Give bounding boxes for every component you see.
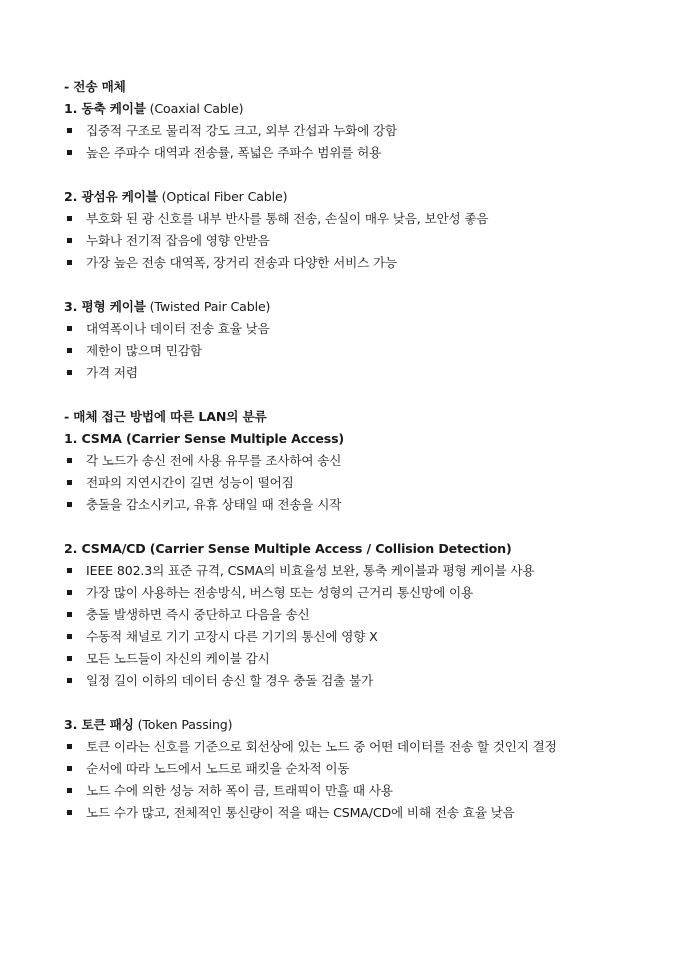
bullet-text: 집중적 구조로 물리적 강도 크고, 외부 간섭과 누화에 강함 [86, 123, 398, 138]
bullet-item [64, 340, 664, 362]
group-spacer [64, 164, 664, 186]
bullet-text: 가장 많이 사용하는 전송방식, 버스형 또는 성형의 근거리 통신망에 이용 [86, 585, 473, 600]
bullet-text: 제한이 많으며 민감함 [86, 343, 202, 358]
bullet-item [64, 120, 664, 142]
bullet-item [64, 582, 664, 604]
square-bullet-icon [67, 260, 72, 265]
square-bullet-icon [67, 150, 72, 155]
bullet-text: 일정 길이 이하의 데이터 송신 할 경우 충돌 검출 불가 [86, 673, 374, 688]
square-bullet-icon [67, 128, 72, 133]
bullet-text: 대역폭이나 데이터 전송 효율 낮음 [86, 321, 270, 336]
bullet-item [64, 604, 664, 626]
group-heading [64, 186, 664, 208]
group-heading-english: (Coaxial Cable) [145, 101, 244, 116]
group-heading-english: (Optical Fiber Cable) [157, 189, 288, 204]
square-bullet-icon [67, 656, 72, 661]
group-heading-english: (Twisted Pair Cable) [145, 299, 271, 314]
square-bullet-icon [67, 326, 72, 331]
bullet-text: 누화나 전기적 잡음에 영향 안받음 [86, 233, 270, 248]
section-title: - 전송 매체 [64, 79, 126, 94]
bullet-item [64, 252, 664, 274]
bullet-item [64, 670, 664, 692]
bullet-text: 가장 높은 전송 대역폭, 장거리 전송과 다양한 서비스 가능 [86, 255, 398, 270]
group-spacer [64, 274, 664, 296]
square-bullet-icon [67, 590, 72, 595]
section-spacer [64, 384, 664, 406]
group-heading-text: 3. 평형 케이블 [64, 299, 146, 314]
bullet-item [64, 450, 664, 472]
bullet-item [64, 142, 664, 164]
square-bullet-icon [67, 612, 72, 617]
bullet-item [64, 736, 664, 758]
bullet-item [64, 318, 664, 340]
square-bullet-icon [67, 744, 72, 749]
square-bullet-icon [67, 502, 72, 507]
bullet-item [64, 230, 664, 252]
bullet-item [64, 362, 664, 384]
group-heading-text: 2. CSMA/CD (Carrier Sense Multiple Access / Collision Detection) [64, 541, 512, 556]
group-heading [64, 428, 664, 450]
bullet-item [64, 472, 664, 494]
bullet-text: 수동적 채널로 기기 고장시 다른 기기의 통신에 영향 X [86, 629, 378, 644]
bullet-text: 노드 수에 의한 성능 저하 폭이 큼, 트래픽이 만흘 때 사용 [86, 783, 393, 798]
bullet-item [64, 626, 664, 648]
square-bullet-icon [67, 458, 72, 463]
square-bullet-icon [67, 568, 72, 573]
square-bullet-icon [67, 216, 72, 221]
square-bullet-icon [67, 634, 72, 639]
bullet-text: 각 노드가 송신 전에 사용 유무를 조사하여 송신 [86, 453, 342, 468]
group-heading-text: 1. CSMA (Carrier Sense Multiple Access) [64, 431, 345, 446]
square-bullet-icon [67, 788, 72, 793]
group-heading [64, 538, 664, 560]
group-heading-text: 2. 광섬유 케이블 [64, 189, 158, 204]
bullet-text: 순서에 따라 노드에서 노드로 패킷을 순차적 이동 [86, 761, 350, 776]
bullet-item [64, 560, 664, 582]
group-heading [64, 714, 664, 736]
bullet-item [64, 494, 664, 516]
bullet-item [64, 648, 664, 670]
bullet-item [64, 758, 664, 780]
group-heading-text: 1. 동축 케이블 [64, 101, 146, 116]
square-bullet-icon [67, 810, 72, 815]
bullet-text: 가격 저렴 [86, 365, 138, 380]
square-bullet-icon [67, 678, 72, 683]
square-bullet-icon [67, 238, 72, 243]
bullet-item [64, 780, 664, 802]
square-bullet-icon [67, 480, 72, 485]
group-heading-text: 3. 토큰 패싱 [64, 717, 134, 732]
group-spacer [64, 692, 664, 714]
bullet-text: 충돌 발생하면 즉시 중단하고 다음을 송신 [86, 607, 310, 622]
group-heading [64, 296, 664, 318]
bullet-text: 토큰 이라는 신호를 기준으로 회선상에 있는 노드 중 어떤 데이터를 전송 할 것인지 결정 [86, 739, 557, 754]
square-bullet-icon [67, 348, 72, 353]
square-bullet-icon [67, 766, 72, 771]
bullet-text: IEEE 802.3의 표준 규격, CSMA의 비효율성 보완, 통축 케이블과 평형 케이블 사용 [86, 563, 535, 578]
bullet-text: 노드 수가 많고, 전체적인 통신량이 적을 때는 CSMA/CD에 비해 전송 효율 낮음 [86, 805, 515, 820]
section-title: - 매체 접근 방법에 따른 LAN의 분류 [64, 409, 267, 424]
bullet-text: 부호화 된 광 신호를 내부 반사를 통해 전송, 손실이 매우 낮음, 보안성 좋음 [86, 211, 489, 226]
square-bullet-icon [67, 370, 72, 375]
bullet-text: 모든 노드들이 자신의 케이블 감시 [86, 651, 270, 666]
document-body [64, 76, 664, 824]
group-spacer [64, 516, 664, 538]
group-heading [64, 98, 664, 120]
bullet-text: 충돌을 감소시키고, 유휴 상태일 때 전송을 시작 [86, 497, 342, 512]
bullet-item [64, 802, 664, 824]
bullet-item [64, 208, 664, 230]
group-heading-english: (Token Passing) [133, 717, 233, 732]
bullet-text: 전파의 지연시간이 길면 성능이 떨어짐 [86, 475, 294, 490]
bullet-text: 높은 주파수 대역과 전송률, 폭넓은 주파수 범위를 허용 [86, 145, 382, 160]
